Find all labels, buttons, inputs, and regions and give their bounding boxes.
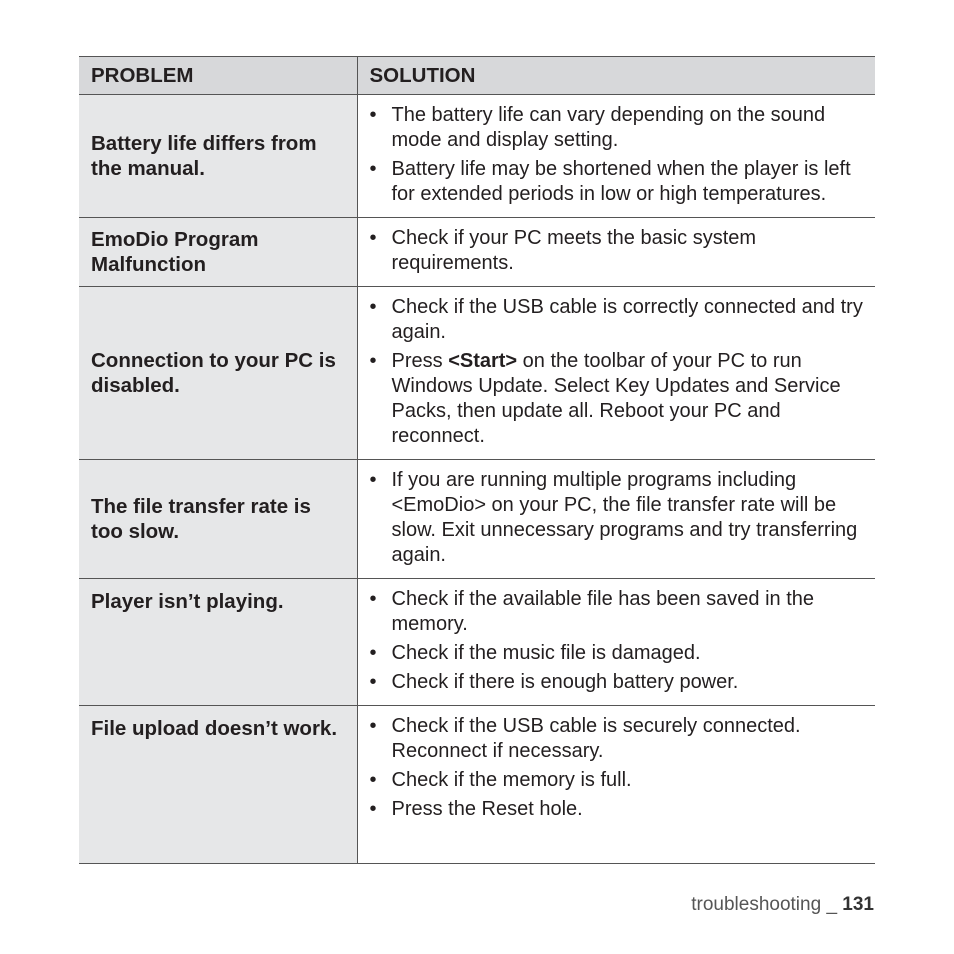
solution-text: Check if the memory is full. — [391, 769, 632, 791]
list-item: • Check if the music file is damaged. — [369, 642, 701, 664]
solution-text: on the toolbar of your PC to run Windows Update. Select Key Updates and Service Packs, then update all. Reboot your PC and reconnect. — [391, 350, 841, 447]
solution-text: Check if the USB cable is securely connected. Reconnect if necessary. — [391, 715, 801, 762]
solution-header: SOLUTION — [357, 57, 875, 95]
list-item: • Battery life may be shortened when the player is left for extended periods in low or high temperatures. — [369, 158, 851, 205]
problem-cell: Player isn’t playing. — [79, 579, 357, 706]
solution-text: Check if the music file is damaged. — [391, 642, 701, 664]
page-number: 131 — [842, 894, 874, 915]
solution-text: Check if the USB cable is correctly connected and try again. — [391, 296, 863, 343]
list-item: • Check if the USB cable is correctly connected and try again. — [369, 296, 863, 343]
solution-list — [368, 468, 866, 568]
table-row — [79, 95, 875, 218]
solution-cell — [357, 95, 875, 218]
solution-cell — [357, 706, 875, 864]
list-item: • Press the Reset hole. — [369, 798, 583, 820]
list-item: • Check if the memory is full. — [369, 769, 632, 791]
solution-list — [368, 103, 866, 207]
problem-header: PROBLEM — [79, 57, 357, 95]
solution-list — [368, 295, 866, 449]
solution-cell — [357, 287, 875, 460]
solution-text: If you are running multiple programs including <EmoDio> on your PC, the file transfer rate will be slow. Exit unnecessary programs and try transferring again. — [391, 469, 858, 566]
solution-cell — [357, 218, 875, 287]
list-item: • Check if the USB cable is securely connected. Reconnect if necessary. — [369, 715, 801, 762]
table-row — [79, 218, 875, 287]
problem-cell: EmoDio Program Malfunction — [79, 218, 357, 287]
table-row — [79, 579, 875, 706]
solution-text: Press — [391, 350, 449, 372]
solution-cell — [357, 460, 875, 579]
solution-list — [368, 226, 866, 276]
solution-text: The battery life can vary depending on the sound mode and display setting. — [391, 104, 826, 151]
solution-text: Battery life may be shortened when the player is left for extended periods in low or high temperatures. — [391, 158, 851, 205]
problem-cell: The file transfer rate is too slow. — [79, 460, 357, 579]
start-key-label: <Start> — [448, 350, 518, 372]
solution-cell — [357, 579, 875, 706]
page-footer — [691, 894, 874, 916]
table-header-row — [79, 57, 875, 95]
list-item: • Check if the available file has been saved in the memory. — [369, 588, 814, 635]
problem-cell: File upload doesn’t work. — [79, 706, 357, 864]
table-row — [79, 287, 875, 460]
troubleshooting-table — [79, 56, 875, 864]
solution-text: Check if the available file has been saved in the memory. — [391, 588, 814, 635]
problem-cell: Battery life differs from the manual. — [79, 95, 357, 218]
section-label: troubleshooting _ — [691, 894, 843, 915]
solution-text: Check if there is enough battery power. — [391, 671, 739, 693]
solution-text: Press the Reset hole. — [391, 798, 583, 820]
solution-list — [368, 587, 866, 695]
list-item: • Check if there is enough battery power. — [369, 671, 739, 693]
list-item: • Press <Start> on the toolbar of your PC to run Windows Update. Select Key Updates and Service Packs, then update all. Reboot your PC and reconnect. — [369, 350, 841, 447]
list-item: • The battery life can vary depending on the sound mode and display setting. — [369, 104, 826, 151]
table-row — [79, 460, 875, 579]
list-item: • Check if your PC meets the basic system requirements. — [369, 227, 757, 274]
list-item: • If you are running multiple programs including <EmoDio> on your PC, the file transfer rate will be slow. Exit unnecessary programs and try transferring again. — [369, 469, 858, 566]
solution-list — [368, 714, 866, 822]
table-row — [79, 706, 875, 864]
solution-text: Check if your PC meets the basic system requirements. — [391, 227, 757, 274]
problem-cell: Connection to your PC is disabled. — [79, 287, 357, 460]
